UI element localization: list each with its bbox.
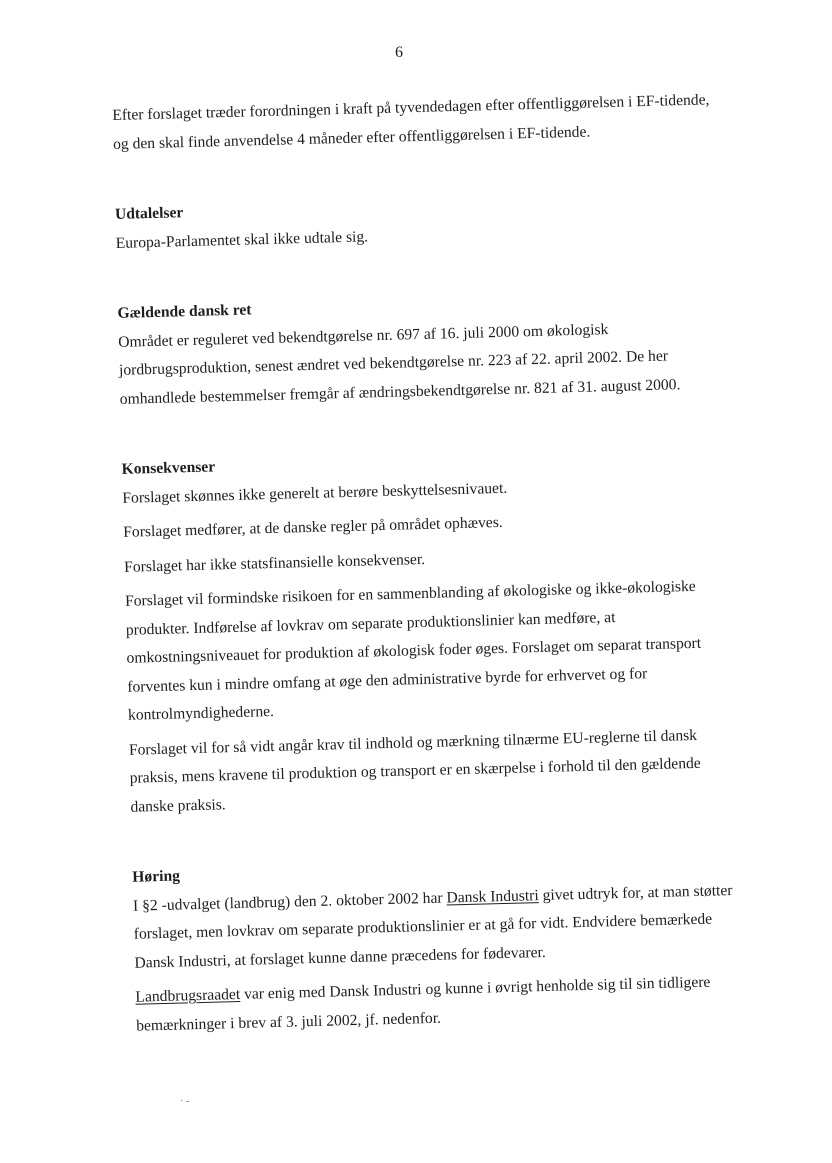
horing-p2-after: var enig med Dansk Industri og kunne i øvrigt henholde sig til sin tidligere bemærkninger i brev af 3. juli 2002, jf. nedenfor.: [135, 973, 711, 1035]
horing-p1-after: givet udtryk for, at man støtter forslaget, men lovkrav om separate produktionslinier er at gå for vidt. Endvidere bemærkede Dansk Industri, at forslaget kunne danne præcedens for fødevarer.: [133, 881, 733, 972]
intro-paragraph: Efter forslaget træder forordningen i kraft på tyvendedagen efter offentliggørelsen i EF-tidende, og den skal finde anvendelse 4 måneder efter offentliggørelsen i EF-tidende.: [112, 91, 710, 153]
konsekvenser-paragraph-5: Forslaget vil for så vidt angår krav til indhold og mærkning tilnærme EU-reglerne til dansk praksis, mens kravene til produktion og transport er en skærpelse i forhold til den gældende danske praksis.: [128, 726, 701, 816]
horing-paragraph-1: [133, 877, 735, 978]
page-number: 6: [395, 44, 403, 61]
footer-mark: · -: [180, 1096, 190, 1107]
document-body: [112, 86, 736, 1040]
section-gaeldende-dansk-ret: [117, 284, 720, 414]
udtalelser-text: Europa-Parlamentet skal ikke udtale sig.: [115, 227, 369, 252]
landbrugsraadet-underlined: Landbrugsraadet: [135, 985, 241, 1006]
konsekvenser-paragraph-4: Forslaget vil formindske risikoen for en sammenblanding af økologiske og ikke-økologiske produkter. Indførelse af lovkrav om separate produktionslinier kan medføre, at omkostningsniveauet for produktion af økologisk foder øges. Forslaget om separat transport forventes kun i mindre omfang at øge den administrative byrde for erhvervet og for kontrolmyndighederne.: [124, 577, 702, 724]
section-udtalelser: [115, 185, 716, 258]
heading-horing: Høring: [132, 867, 181, 886]
heading-gaeldende-dansk-ret: Gældende dansk ret: [117, 301, 252, 322]
horing-paragraph-2: [135, 968, 736, 1041]
konsekvenser-paragraph-3: Forslaget har ikke statsfinansielle konsekvenser.: [123, 550, 426, 576]
section-horing: [132, 848, 736, 1041]
heading-udtalelser: Udtalelser: [114, 204, 184, 223]
konsekvenser-paragraph-2: Forslaget medfører, at de danske regler på området ophæves.: [123, 513, 503, 541]
dansk-industri-underlined: Dansk Industri: [446, 886, 539, 907]
section-konsekvenser: [121, 440, 730, 822]
gaeldende-text: Området er reguleret ved bekendtgørelse nr. 697 af 16. juli 2000 om økologisk jordbrugsproduktion, senest ændret ved bekendtgørelse nr. 223 af 22. april 2002. De her omhandlede bestemmelser fremgår af ændringsbekendtgørelse nr. 821 af 31. august 2000.: [118, 320, 681, 408]
konsekvenser-paragraph-1: Forslaget skønnes ikke generelt at berøre beskyttelsesnivauet.: [122, 479, 508, 507]
horing-p1-before: I §2 -udvalget (landbrug) den 2. oktober 2002 har: [132, 889, 447, 915]
heading-konsekvenser: Konsekvenser: [121, 458, 216, 478]
